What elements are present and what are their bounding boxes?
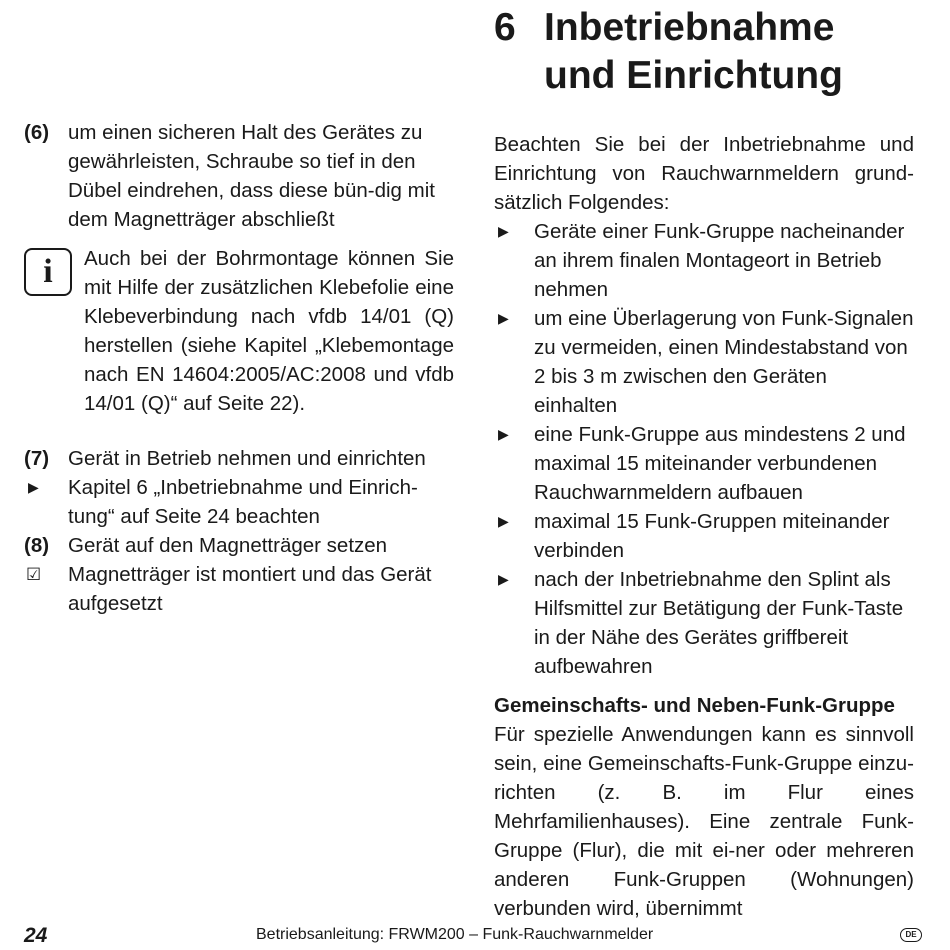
instruction-bullet: [24, 473, 454, 531]
list-item: ▶ um eine Überlagerung von Funk-Signalen zu vermeiden, einen Mindestabstand von 2 bis 3 m zwischen den Geräten einhalten: [494, 304, 914, 420]
step-text: Gerät in Betrieb nehmen und einrichten: [68, 447, 426, 470]
checkbox-checked-icon: ☑: [26, 565, 42, 584]
chapter-title-line-1: Inbetriebnahme: [544, 6, 835, 49]
language-badge-icon: DE: [900, 928, 922, 942]
intro-paragraph: Beachten Sie bei der Inbetriebnahme und Einrichtung von Rauchwarnmeldern grund-sätzlich Folgendes:: [494, 133, 914, 214]
step-text: Gerät auf den Magnetträger setzen: [68, 534, 388, 557]
list-item: ▶ Geräte einer Funk-Gruppe nacheinander an ihrem finalen Montageort in Betrieb nehmen: [494, 217, 914, 304]
section-subheading: Gemeinschafts- und Neben-Funk-Gruppe: [494, 694, 895, 717]
step-6: [24, 118, 454, 234]
step-8: [24, 531, 454, 560]
step-7: [24, 444, 454, 473]
step-number: (7): [24, 447, 50, 470]
triangle-bullet-icon: ▶: [498, 513, 509, 529]
triangle-bullet-icon: ▶: [498, 310, 509, 326]
page-number: 24: [24, 924, 48, 947]
step-number: (6): [24, 121, 50, 144]
requirements-list: [494, 217, 914, 681]
bullet-text: Kapitel 6 „Inbetriebnahme und Einrich-tung“ auf Seite 24 beachten: [68, 476, 418, 528]
step-number: (8): [24, 534, 50, 557]
chapter-title: [544, 4, 914, 100]
list-item: ▶ nach der Inbetriebnahme den Splint als Hilfsmittel zur Betätigung der Funk-Taste in der Nähe des Gerätes griffbereit aufbewahren: [494, 565, 914, 681]
triangle-bullet-icon: ▶: [498, 571, 509, 587]
chapter-title-line-2: und Einrichtung: [544, 54, 843, 97]
left-column: [24, 118, 454, 618]
list-item: ▶ eine Funk-Gruppe aus mindestens 2 und maximal 15 miteinander verbundenen Rauchwarnmeldern aufbauen: [494, 420, 914, 507]
triangle-bullet-icon: ▶: [498, 426, 509, 442]
list-item: ▶ maximal 15 Funk-Gruppen miteinander verbinden: [494, 507, 914, 565]
right-column: [494, 0, 914, 923]
chapter-number: 6: [494, 6, 516, 49]
note-text: Auch bei der Bohrmontage können Sie mit Hilfe der zusätzlichen Klebefolie eine Klebeverbindung nach vfdb 14/01 (Q) herstellen (siehe Kapitel „Klebemontage nach EN 14604:2005/AC:2008 und vfdb 14/01 (Q)“ auf Seite 22).: [84, 247, 454, 415]
info-note: [24, 244, 454, 418]
chapter-heading: [494, 4, 914, 100]
footer-title: Betriebsanleitung: FRWM200 – Funk-Rauchwarnmelder: [256, 926, 654, 943]
result-text: Magnetträger ist montiert und das Gerät aufgesetzt: [68, 563, 432, 615]
triangle-bullet-icon: ▶: [28, 479, 39, 495]
info-icon: i: [24, 248, 72, 296]
body-paragraph: Für spezielle Anwendungen kann es sinnvoll sein, eine Gemeinschafts-Funk-Gruppe einzu-richten (z. B. im Flur eines Mehrfamilienhauses). Eine zentrale Funk-Gruppe (Flur), die mit ei-ner oder mehreren anderen Funk-Gruppen (Wohnungen) verbunden wird, übernimmt: [494, 723, 914, 920]
step-text: um einen sicheren Halt des Gerätes zu gewährleisten, Schraube so tief in den Dübel eindrehen, dass diese bün-dig mit dem Magnetträger abschließt: [68, 121, 435, 231]
result-line: [24, 560, 454, 618]
triangle-bullet-icon: ▶: [498, 223, 509, 239]
